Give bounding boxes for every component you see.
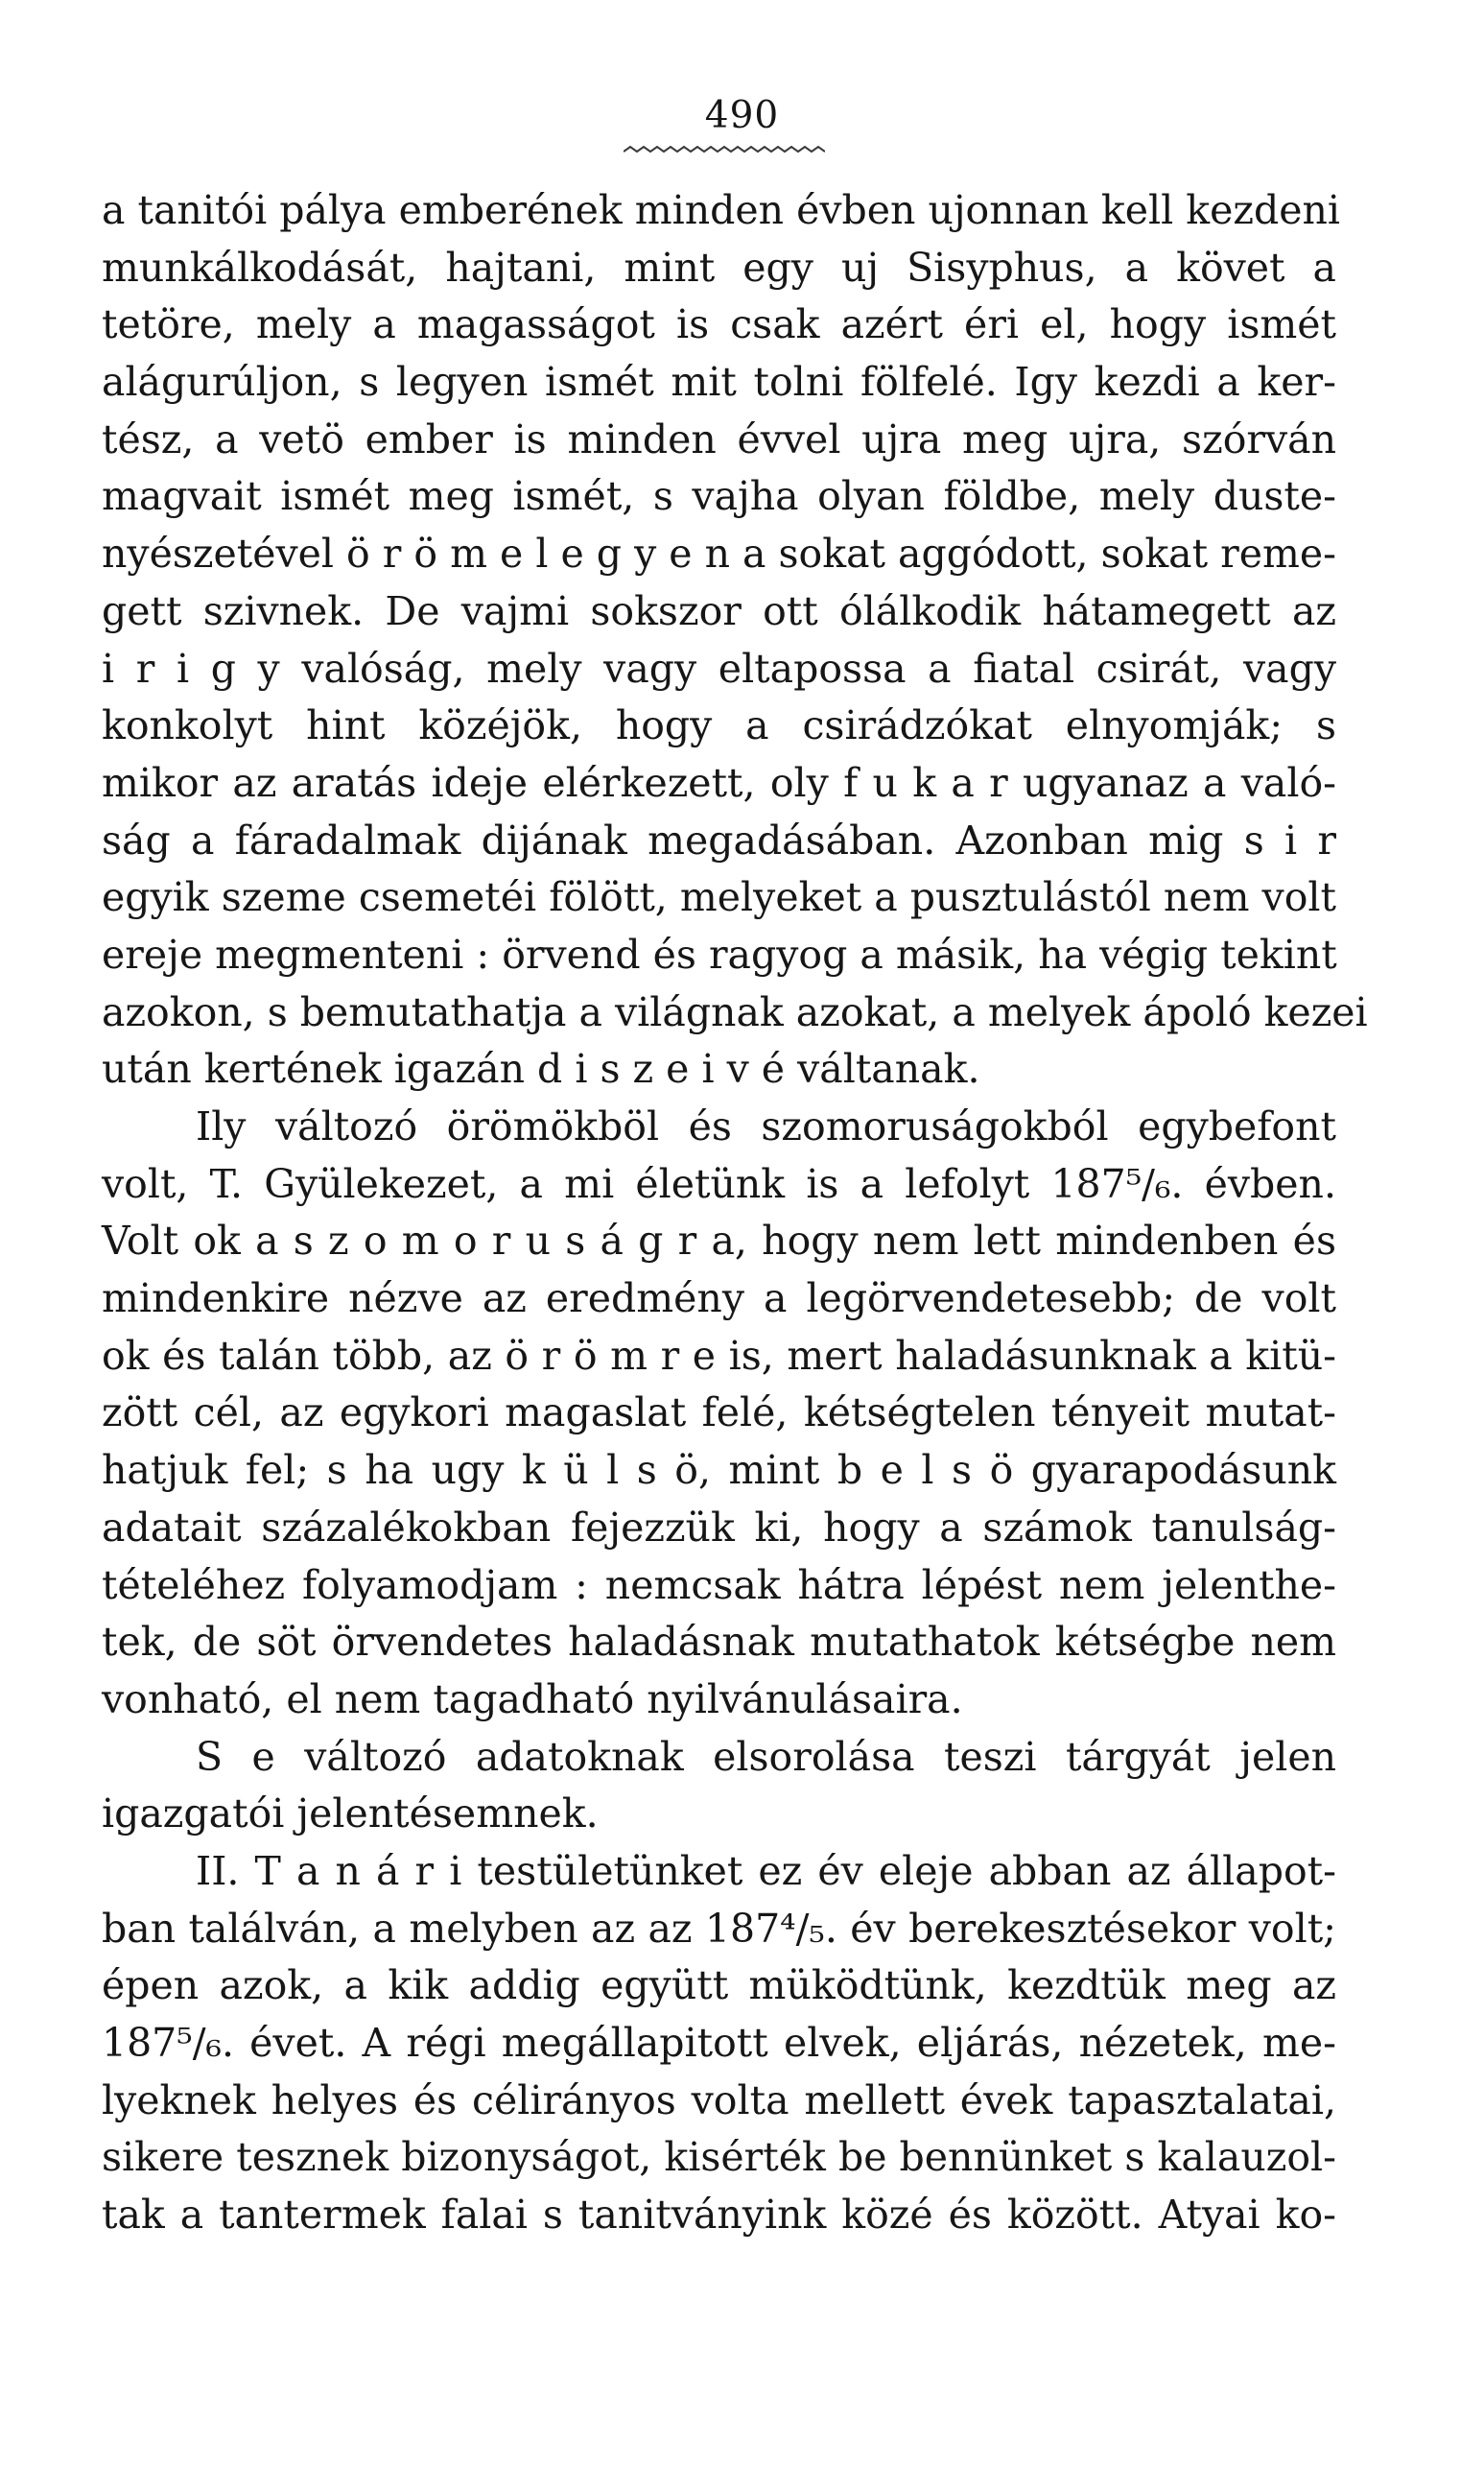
page-number-ornament <box>624 144 825 159</box>
text-line: a tanitói pálya emberének minden évben ujonnan kell kezdeni <box>102 187 1341 233</box>
text-line: tételéhez folyamodjam : nemcsak hátra lépést nem jelenthe- <box>102 1561 1336 1608</box>
text-line: nyészetével ö r ö m e l e g y e n a sokat aggódott, sokat reme- <box>102 531 1336 578</box>
text-line: adatait százalékokban fejezzük ki, hogy a számok tanulság- <box>102 1504 1336 1551</box>
text-line: II. T a n á r i testületünket ez év eleje abban az állapot- <box>196 1847 1336 1894</box>
text-line: ereje megmenteni : örvend és ragyog a másik, ha végig tekint <box>102 931 1337 978</box>
text-line: volt, T. Gyülekezet, a mi életünk is a lefolyt 187⁵/₆. évben. <box>102 1160 1336 1207</box>
text-line: tek, de söt örvendetes haladásnak mutathatok kétségbe nem <box>102 1619 1336 1666</box>
text-line: ság a fáradalmak dijának megadásában. Azonban mig s i r <box>102 817 1336 864</box>
text-line: S e változó adatoknak elsorolása teszi tárgyát jelen <box>196 1733 1336 1780</box>
text-line: i r i g y valóság, mely vagy eltapossa a fiatal csirát, vagy <box>102 645 1336 692</box>
text-line: tész, a vetö ember is minden évvel ujra meg ujra, szórván <box>102 415 1336 462</box>
text-line: tetöre, mely a magasságot is csak azért éri el, hogy ismét <box>102 301 1336 348</box>
text-line: épen azok, a kik addig együtt müködtünk, kezdtük meg az <box>102 1962 1336 2009</box>
text-line: mikor az aratás ideje elérkezett, oly f u k a r ugyanaz a valό- <box>102 759 1336 806</box>
text-line: vonható, el nem tagadható nyilvánulásaira. <box>102 1675 963 1722</box>
text-line: munkálkodását, hajtani, mint egy uj Sisyphus, a követ a <box>102 244 1336 291</box>
text-line: zött cél, az egykori magaslat felé, kétségtelen tényeit mutat- <box>102 1389 1336 1436</box>
text-line: lyeknek helyes és célirányos volta mellett évek tapasztalatai, <box>102 2076 1336 2123</box>
text-line: ban találván, a melyben az az 187⁴/₅. év berekesztésekor volt; <box>102 1905 1336 1952</box>
text-line: sikere tesznek bizonyságot, kisérték be bennünket s kalauzol- <box>102 2134 1336 2181</box>
page-number: 490 <box>704 94 780 137</box>
text-line: magvait ismét meg ismét, s vajha olyan földbe, mely duste- <box>102 473 1336 520</box>
text-line: Volt ok a s z o m o r u s á g r a, hogy nem lett mindenben és <box>102 1218 1336 1265</box>
text-line: alágurúljon, s legyen ismét mit tolni fölfelé. Igy kezdi a ker- <box>102 359 1336 406</box>
text-line: egyik szeme csemetéi fölött, melyeket a pusztulástól nem volt <box>102 874 1336 921</box>
text-line: Ily változó örömökböl és szomoruságokból egybefont <box>196 1103 1336 1150</box>
text-line: gett szivnek. De vajmi sokszor ott ólálkodik hátamegett az <box>102 587 1336 634</box>
text-line: igazgatói jelentésemnek. <box>102 1790 599 1837</box>
text-line: mindenkire nézve az eredmény a legörvendetesebb; de volt <box>102 1275 1336 1322</box>
text-line: konkolyt hint közéjök, hogy a csirádzókat elnyomják; s <box>102 702 1336 749</box>
body-text <box>102 182 1368 2244</box>
text-line: tak a tantermek falai s tanitványink közé és között. Atyai ko- <box>102 2192 1336 2239</box>
text-line: azokon, s bemutathatja a világnak azokat, a melyek ápoló kezei <box>102 988 1368 1035</box>
text-line: után kertének igazán d i s z e i v é váltanak. <box>102 1046 980 1093</box>
text-line: ok és talán több, az ö r ö m r e is, mert haladásunknak a kitü- <box>102 1332 1336 1379</box>
text-line: 187⁵/₆. évet. A régi megállapitott elvek, eljárás, nézetek, me- <box>102 2020 1336 2066</box>
text-line: hatjuk fel; s ha ugy k ü l s ö, mint b e l s ö gyarapodásunk <box>102 1447 1336 1494</box>
